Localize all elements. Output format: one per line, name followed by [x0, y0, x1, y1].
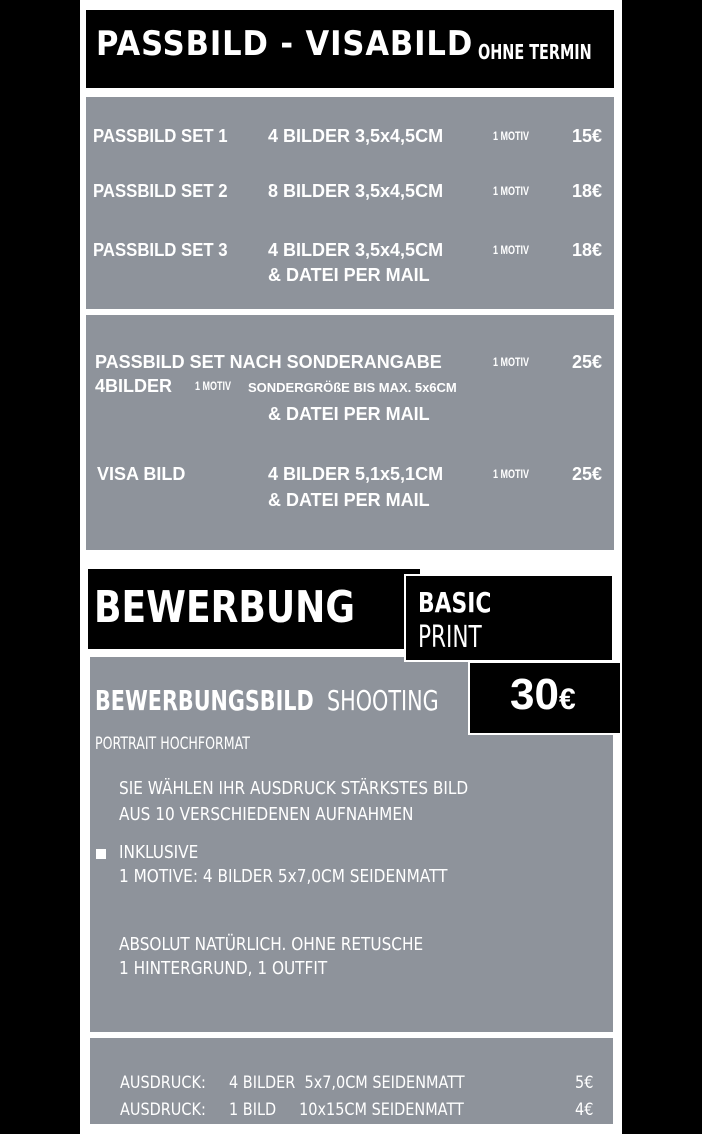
inklusive-label: INKLUSIVE — [119, 842, 199, 863]
shooting-light: SHOOTING — [327, 684, 439, 717]
visa-price: 25€ — [571, 464, 602, 484]
sonder-line2-size: SONDERGRÖßE BIS MAX. 5x6CM — [248, 380, 457, 395]
passbild-set-2-motiv: 1 MOTIV — [493, 184, 530, 198]
para3-line1: ABSOLUT NATÜRLICH. OHNE RETUSCHE — [119, 934, 424, 955]
visa-motiv: 1 MOTIV — [493, 467, 530, 481]
passbild-set-1-motiv: 1 MOTIV — [493, 129, 530, 143]
package-type: PRINT — [418, 620, 482, 655]
visa-name: VISA BILD — [97, 464, 186, 484]
bullet-square-icon — [96, 849, 106, 859]
ausdruck-1-desc: 4 BILDER 5x7,0CM SEIDENMATT — [229, 1073, 465, 1093]
passbild-set-3-desc: 4 BILDER 3,5x4,5CM — [268, 240, 444, 260]
para3-line2: 1 HINTERGRUND, 1 OUTFIT — [119, 958, 328, 979]
sonder-line3: & DATEI PER MAIL — [268, 404, 430, 424]
passbild-set-3-motiv: 1 MOTIV — [493, 243, 530, 257]
sonder-motiv: 1 MOTIV — [493, 355, 530, 369]
ausdruck-1-label: AUSDRUCK: — [120, 1073, 206, 1093]
passbild-set-3-desc2: & DATEI PER MAIL — [268, 265, 430, 285]
passbild-set-1-name: PASSBILD SET 1 — [93, 126, 228, 146]
para1-line1: SIE WÄHLEN IHR AUSDRUCK STÄRKSTES BILD — [119, 778, 469, 799]
passbild-set-1-desc: 4 BILDER 3,5x4,5CM — [268, 126, 444, 146]
sonder-name: PASSBILD SET NACH SONDERANGABE — [95, 352, 442, 372]
passbild-set-2-desc: 8 BILDER 3,5x4,5CM — [268, 181, 444, 201]
passbild-set-2-name: PASSBILD SET 2 — [93, 181, 228, 201]
sonder-price: 25€ — [571, 352, 602, 372]
package-price-currency: € — [558, 683, 576, 716]
ausdruck-2-desc: 1 BILD 10x15CM SEIDENMATT — [229, 1100, 464, 1120]
package-price-number: 30 — [510, 670, 559, 719]
ausdruck-1-price: 5€ — [575, 1073, 594, 1093]
sonder-line2-bilder: 4BILDER — [95, 376, 173, 396]
passbild-set-3-name: PASSBILD SET 3 — [93, 240, 228, 260]
package-price — [510, 670, 576, 720]
portrait-format: PORTRAIT HOCHFORMAT — [95, 734, 250, 754]
sonder-visa-panel — [86, 315, 614, 550]
shooting-bold: BEWERBUNGSBILD — [95, 684, 314, 717]
ausdruck-2-label: AUSDRUCK: — [120, 1100, 206, 1120]
sonder-line2-motiv: 1 MOTIV — [195, 379, 232, 393]
visa-desc: 4 BILDER 5,1x5,1CM — [268, 464, 444, 484]
ausdruck-2-price: 4€ — [575, 1100, 594, 1120]
bewerbung-title: BEWERBUNG — [94, 582, 355, 633]
visa-desc2: & DATEI PER MAIL — [268, 490, 430, 510]
passbild-set-1-price: 15€ — [571, 126, 602, 146]
package-name: BASIC — [418, 586, 492, 619]
page-title: PASSBILD - VISABILD — [96, 24, 474, 64]
passbild-set-2-price: 18€ — [571, 181, 602, 201]
page-subtitle: OHNE TERMIN — [478, 40, 592, 64]
passbild-set-3-price: 18€ — [571, 240, 602, 260]
para1-line2: AUS 10 VERSCHIEDENEN AUFNAHMEN — [119, 804, 414, 825]
inklusive-detail: 1 MOTIVE: 4 BILDER 5x7,0CM SEIDENMATT — [119, 866, 448, 887]
